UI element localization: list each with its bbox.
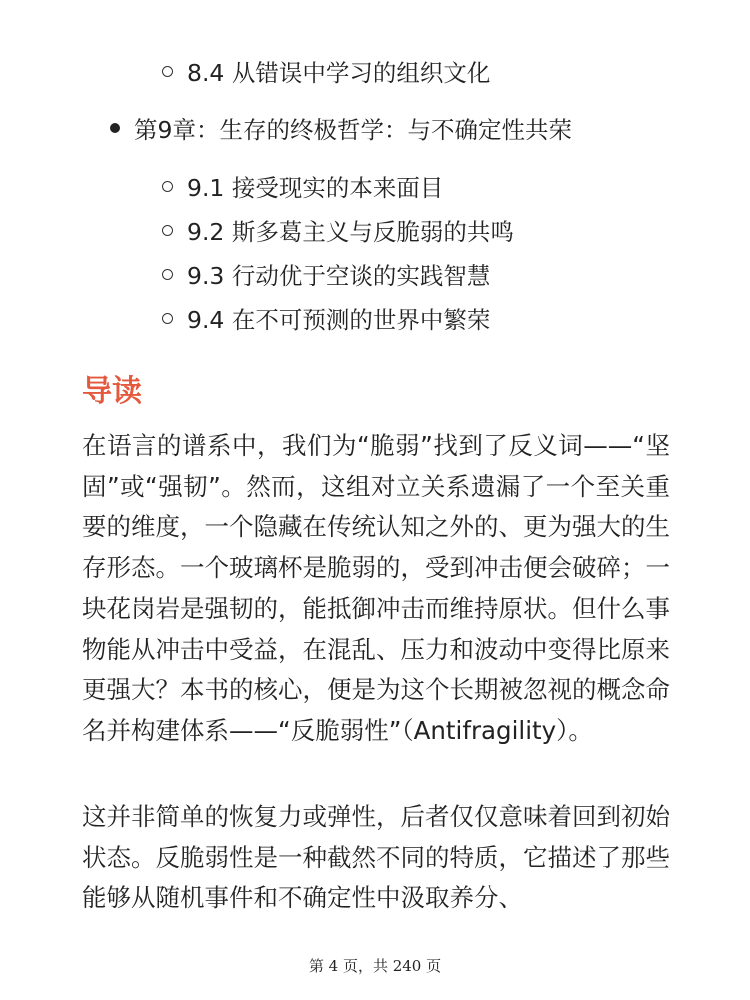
toc-item-label: 9.3 行动优于空谈的实践智慧 [187,262,491,290]
disc-bullet-icon [110,123,120,133]
toc-item-label: 8.4 从错误中学习的组织文化 [187,59,491,87]
toc-item-label: 9.2 斯多葛主义与反脆弱的共鸣 [187,218,514,246]
circle-bullet-icon [162,313,173,324]
toc-item-chapter-9[interactable] [110,111,572,145]
circle-bullet-icon [162,181,173,192]
toc-item-9-1[interactable] [162,169,443,203]
toc-item-label: 9.4 在不可预测的世界中繁荣 [187,306,491,334]
body-paragraph: 这并非简单的恢复力或弹性，后者仅仅意味着回到初始状态。反脆弱性是一种截然不同的特质，它描述了那些能够从随机事件和不确定性中汲取养分、 [82,802,670,913]
circle-bullet-icon [162,269,173,280]
toc-item-label: 第9章：生存的终极哲学：与不确定性共荣 [134,116,572,144]
toc-item-label: 9.1 接受现实的本来面目 [187,174,444,202]
section-heading: 导读 [82,374,142,409]
toc-item-9-2[interactable] [162,213,514,247]
toc-item-9-3[interactable] [162,257,490,291]
page-number: 第 4 页，共 240 页 [308,957,442,975]
circle-bullet-icon [162,66,173,77]
toc-item-8-4[interactable] [162,54,490,88]
toc-item-9-4[interactable] [162,301,490,335]
circle-bullet-icon [162,225,173,236]
body-paragraph: 在语言的谱系中，我们为“脆弱”找到了反义词——“坚固”或“强韧”。然而，这组对立关系遗漏了一个至关重要的维度，一个隐藏在传统认知之外的、更为强大的生存形态。一个玻璃杯是脆弱的，受到冲击便会破碎；一块花岗岩是强韧的，能抵御冲击而维持原状。但什么事物能从冲击中受益，在混乱、压力和波动中变得比原来更强大？本书的核心，便是为这个长期被忽视的概念命名并构建体系——“反脆弱性”（Antifragility）。 [82,431,670,745]
